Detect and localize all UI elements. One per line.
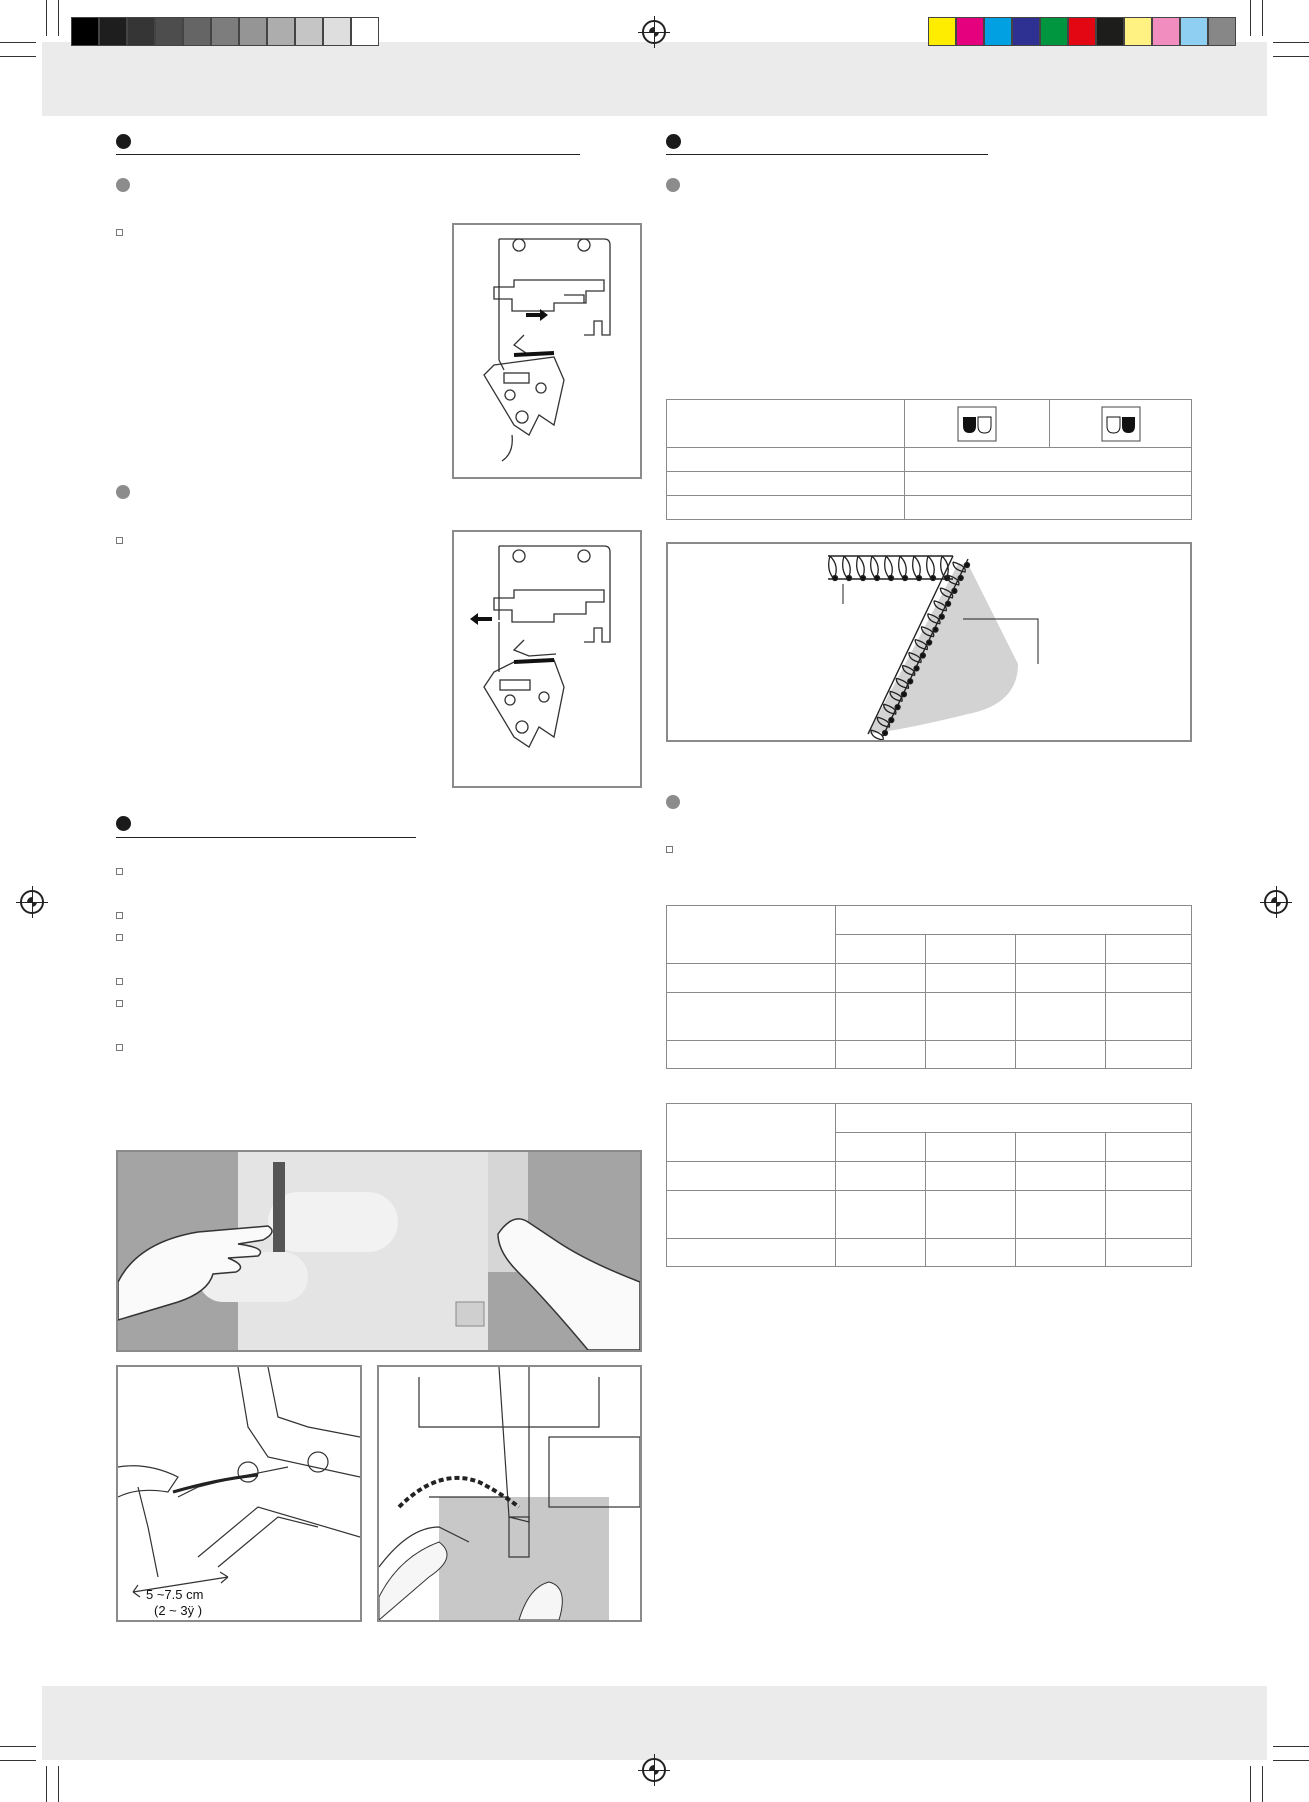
photo-hands-on-overlocker [116, 1150, 642, 1352]
table-cell [926, 964, 1016, 993]
color-swatch [1012, 17, 1040, 46]
crop-mark [58, 1766, 59, 1802]
list-bullet [116, 229, 123, 236]
table-cell [1106, 1041, 1192, 1069]
crop-mark [1273, 1746, 1309, 1747]
thread-chain-feed-icon [379, 1367, 640, 1620]
table-cell [1106, 993, 1192, 1041]
table-cell [667, 1191, 836, 1239]
color-swatch [295, 17, 323, 46]
bottom-band [42, 1686, 1267, 1760]
table-cell [1106, 1133, 1192, 1162]
table-cell [836, 935, 926, 964]
crop-mark [0, 1760, 36, 1761]
dimension-metric-label: 5 ~7.5 cm [146, 1587, 204, 1602]
color-swatch [155, 17, 183, 46]
subsection-marker [666, 178, 680, 192]
table-cell [1106, 1162, 1192, 1191]
list-bullet [116, 1000, 123, 1007]
rolled-hem-diagram-icon [668, 544, 1190, 740]
stitch-right-needle-icon [1101, 406, 1141, 442]
photo-thread-chain-measure [116, 1365, 362, 1622]
color-swatch [211, 17, 239, 46]
registration-mark-icon [1264, 890, 1288, 914]
table-cell [905, 448, 1192, 472]
registration-mark-icon [642, 20, 666, 44]
registration-mark-icon [642, 1758, 666, 1782]
overlocker-photo-icon [118, 1152, 640, 1350]
list-bullet [116, 537, 123, 544]
table-cell [905, 472, 1192, 496]
table-cell [1106, 1191, 1192, 1239]
color-swatch [1180, 17, 1208, 46]
subsection-marker [666, 795, 680, 809]
dimension-imperial-label: (2 ~ 3ÿ ) [154, 1603, 203, 1618]
section-marker [666, 134, 681, 149]
crop-mark [1262, 1766, 1263, 1802]
table-cell [667, 448, 905, 472]
table-cell [1016, 1239, 1106, 1267]
table-cell [667, 906, 836, 964]
table-cell [1016, 1162, 1106, 1191]
table-cell [667, 400, 905, 448]
table-cell [1106, 935, 1192, 964]
table-cell [1016, 993, 1106, 1041]
table-cell [1016, 1041, 1106, 1069]
subsection-marker [116, 178, 130, 192]
crop-mark [46, 0, 47, 36]
table-cell [667, 964, 836, 993]
color-swatch [127, 17, 155, 46]
needle-selection-table [666, 399, 1192, 520]
table-cell [926, 1191, 1016, 1239]
section-rule [116, 154, 580, 155]
crop-mark [1273, 56, 1309, 57]
table-cell [905, 400, 1050, 448]
table-cell [1016, 964, 1106, 993]
table-cell [667, 1041, 836, 1069]
table-cell [1106, 1239, 1192, 1267]
table-cell [836, 1133, 926, 1162]
table-cell [905, 496, 1192, 520]
crop-mark [0, 42, 36, 43]
crop-mark [58, 0, 59, 36]
crop-mark [1262, 0, 1263, 36]
table-cell [1050, 400, 1192, 448]
color-swatch [928, 17, 956, 46]
settings-table-1 [666, 905, 1192, 1069]
table-cell [836, 964, 926, 993]
stitch-finger-diagram-icon [454, 532, 640, 786]
settings-table-2 [666, 1103, 1192, 1267]
color-swatch [1124, 17, 1152, 46]
top-band [42, 42, 1267, 116]
thread-chain-diagram-icon [118, 1367, 360, 1620]
list-bullet [116, 1044, 123, 1051]
crop-mark [0, 1746, 36, 1747]
table-cell [926, 935, 1016, 964]
section-marker [116, 816, 131, 831]
table-cell [836, 1162, 926, 1191]
table-cell [667, 1162, 836, 1191]
color-swatch [1040, 17, 1068, 46]
list-bullet [116, 912, 123, 919]
crop-mark [1273, 1760, 1309, 1761]
color-swatch [183, 17, 211, 46]
color-swatch [956, 17, 984, 46]
color-swatch [323, 17, 351, 46]
table-cell [667, 496, 905, 520]
table-cell [667, 1104, 836, 1162]
color-swatch [984, 17, 1012, 46]
table-cell [1016, 1191, 1106, 1239]
section-rule [116, 837, 416, 838]
color-swatch [1208, 17, 1236, 46]
list-bullet [116, 978, 123, 985]
section-marker [116, 134, 131, 149]
stitch-finger-figure-1 [452, 223, 642, 479]
color-swatch [99, 17, 127, 46]
crop-mark [1250, 1766, 1251, 1802]
table-cell [1016, 1133, 1106, 1162]
table-cell [836, 1041, 926, 1069]
rolled-hem-figure [666, 542, 1192, 742]
stitch-left-needle-icon [957, 406, 997, 442]
color-swatch [267, 17, 295, 46]
stitch-finger-figure-2 [452, 530, 642, 788]
section-rule [666, 154, 988, 155]
table-cell [836, 1104, 1192, 1133]
table-cell [926, 993, 1016, 1041]
table-cell [836, 1239, 926, 1267]
crop-mark [46, 1766, 47, 1802]
registration-mark-icon [20, 890, 44, 914]
color-swatch [1068, 17, 1096, 46]
photo-thread-chain-feed [377, 1365, 642, 1622]
table-cell [926, 1133, 1016, 1162]
subsection-marker [116, 485, 130, 499]
list-bullet [116, 934, 123, 941]
table-cell [667, 1239, 836, 1267]
table-cell [1106, 964, 1192, 993]
crop-mark [1273, 42, 1309, 43]
color-swatch [71, 17, 99, 46]
color-swatch [1096, 17, 1124, 46]
table-cell [926, 1041, 1016, 1069]
table-cell [836, 1191, 926, 1239]
color-swatch [239, 17, 267, 46]
list-bullet [666, 846, 673, 853]
table-cell [926, 1162, 1016, 1191]
table-cell [926, 1239, 1016, 1267]
table-cell [667, 472, 905, 496]
table-cell [836, 993, 926, 1041]
list-bullet [116, 868, 123, 875]
table-cell [1016, 935, 1106, 964]
crop-mark [0, 56, 36, 57]
stitch-finger-diagram-icon [454, 225, 640, 477]
table-cell [667, 993, 836, 1041]
table-cell [836, 906, 1192, 935]
crop-mark [1250, 0, 1251, 36]
color-swatch [1152, 17, 1180, 46]
color-swatch [351, 17, 379, 46]
